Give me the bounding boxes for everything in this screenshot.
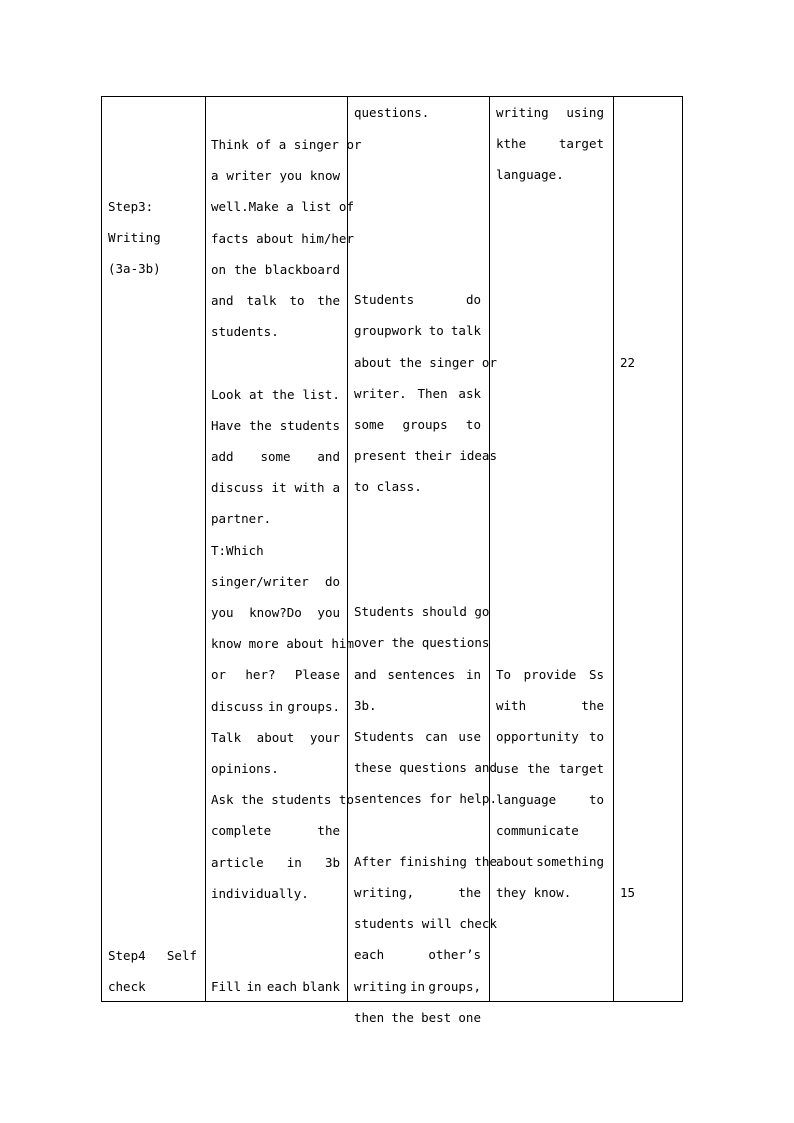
text-line [354, 448, 497, 464]
step3-title: Step3: [108, 199, 154, 214]
text-line [211, 480, 340, 496]
text-word: you [279, 168, 303, 184]
text-word: use [458, 729, 481, 744]
text-word: target [558, 136, 604, 152]
text-word: list. [302, 386, 340, 402]
text-line [211, 418, 340, 434]
text-word: students [279, 417, 340, 433]
text-line [211, 449, 340, 465]
text-line [211, 543, 340, 559]
text-word: in [409, 978, 426, 994]
text-word: Talk [211, 729, 242, 745]
text-word: the [527, 760, 550, 776]
text-line [496, 698, 604, 714]
text-word: best [421, 1009, 452, 1025]
text-word: to class. [354, 479, 422, 495]
text-word: questions. [354, 105, 430, 120]
text-line [211, 324, 340, 340]
text-word: writing [354, 978, 407, 994]
text-line [354, 354, 497, 371]
text-word: students. [211, 324, 279, 340]
text-word: use [496, 760, 519, 776]
text-line [354, 979, 481, 995]
text-word: Have [211, 417, 242, 433]
text-word: in [465, 666, 481, 682]
text-word: Look [211, 386, 242, 402]
text-word: the [234, 261, 257, 277]
text-word: know [309, 168, 340, 184]
text-line [211, 699, 340, 715]
text-word: a [211, 168, 219, 184]
text-word: can [425, 729, 448, 744]
text-line [354, 729, 481, 745]
text-word: singer/writer [211, 573, 309, 589]
text-word: you [317, 605, 340, 620]
text-line [211, 855, 340, 871]
text-word: sentences for help. [354, 791, 497, 807]
column-divider [205, 97, 206, 1001]
text-line [211, 574, 340, 590]
text-word: some [260, 449, 291, 464]
text-word: present their ideas [354, 448, 497, 464]
text-line [496, 667, 604, 683]
text-line [211, 137, 362, 153]
text-word: do [324, 573, 340, 589]
text-word: kthe [496, 136, 527, 152]
text-word: Students should go [354, 604, 490, 620]
text-word: Students [354, 292, 415, 308]
text-word: in [267, 698, 284, 714]
text-word: something [536, 854, 604, 870]
text-word: to [588, 791, 604, 807]
text-word: to [465, 417, 481, 432]
text-line [211, 605, 340, 621]
step4-word: Self [166, 948, 197, 963]
text-line [496, 854, 604, 870]
text-word: some [354, 417, 385, 432]
text-line [354, 417, 481, 433]
text-line [211, 511, 340, 527]
time-value: 15 [620, 885, 636, 900]
text-word: sentences [387, 666, 456, 682]
text-word: students will check [354, 916, 497, 932]
text-word: each [354, 947, 385, 963]
text-word: know more about him [211, 636, 354, 652]
text-line [496, 823, 604, 839]
text-line [496, 885, 604, 901]
text-line [354, 698, 481, 714]
text-word: complete [211, 823, 272, 839]
text-word: other’s [428, 947, 481, 963]
text-word: know?Do [249, 605, 302, 620]
text-line [354, 916, 497, 932]
text-line [354, 604, 490, 620]
text-word: a [332, 480, 340, 496]
text-line [496, 729, 604, 745]
text-word: provide [523, 667, 577, 682]
text-word: using [566, 105, 604, 120]
text-word: about [256, 729, 295, 745]
text-word: discuss [211, 480, 264, 496]
text-word: ask [458, 385, 481, 401]
text-line [211, 293, 340, 309]
text-word: Ss [588, 667, 604, 682]
text-word: partner. [211, 511, 272, 527]
text-line [496, 136, 604, 152]
text-line [211, 792, 354, 808]
text-word: Ask the students to [211, 792, 354, 808]
text-word: in [286, 854, 302, 870]
text-line [211, 761, 340, 777]
text-line [354, 479, 481, 495]
text-word: the [317, 823, 340, 839]
text-line [211, 667, 340, 683]
text-word: about [496, 854, 534, 870]
text-word: Please [294, 667, 340, 683]
text-word: blackboard [264, 261, 340, 277]
column-divider [613, 97, 614, 1001]
text-line [354, 292, 481, 308]
step3-subtitle: Writing [108, 230, 161, 245]
text-word: groups, [428, 978, 481, 994]
text-word: these questions and [354, 760, 497, 776]
text-word: do [465, 292, 481, 308]
text-line [211, 168, 340, 184]
text-word: language [496, 791, 557, 807]
text-line [211, 387, 340, 403]
text-line [211, 979, 340, 995]
text-word: well.Make a list of [211, 199, 354, 215]
step3-range: (3a-3b) [108, 261, 161, 276]
text-word: on [211, 261, 227, 277]
text-word: add [211, 449, 234, 464]
text-line [211, 823, 340, 839]
text-word: in [246, 979, 262, 995]
text-word: at [248, 386, 265, 402]
text-line [354, 105, 481, 121]
text-line [354, 635, 490, 651]
text-word: To [496, 667, 512, 682]
text-word: to [428, 323, 444, 339]
text-word: talk [246, 293, 277, 308]
text-line [211, 230, 354, 247]
text-word: writer. [354, 385, 407, 401]
text-word: over the questions [354, 635, 490, 651]
text-word: Then [417, 385, 448, 401]
text-word: individually. [211, 885, 309, 901]
text-line [211, 262, 340, 278]
text-word: to [588, 729, 604, 745]
text-line [211, 886, 340, 902]
text-line [354, 947, 481, 963]
text-word: After finishing the [354, 853, 497, 869]
text-line [354, 853, 497, 870]
text-word: Students [354, 729, 415, 744]
text-line [354, 885, 481, 901]
text-word: opportunity [496, 729, 579, 745]
text-word: writing [496, 105, 549, 120]
text-word: 3b. [354, 697, 377, 713]
text-word: about the singer or [354, 354, 497, 370]
text-word: with [294, 480, 325, 496]
text-word: one [458, 1009, 481, 1025]
text-word: and [354, 666, 377, 682]
text-word: and [211, 293, 234, 308]
text-line [354, 323, 481, 339]
text-word: discuss [211, 698, 264, 714]
text-word: groups. [287, 698, 340, 714]
text-word: or [211, 667, 227, 683]
text-word: language. [496, 167, 564, 183]
text-word: with [496, 698, 527, 714]
text-line [496, 792, 604, 808]
text-word: the [249, 417, 272, 433]
text-word: facts about him/her [211, 230, 354, 246]
text-word: writing, [354, 885, 415, 900]
text-word: target [558, 760, 604, 776]
text-word: writer [226, 168, 272, 184]
text-word: her? [245, 667, 276, 683]
step4-subtitle: check [108, 979, 146, 994]
text-word: blank [302, 979, 340, 995]
text-word: and [317, 449, 340, 464]
text-line [354, 667, 481, 683]
step4-word: Step4 [108, 948, 146, 963]
text-word: communicate [496, 823, 579, 838]
text-line [496, 167, 604, 183]
text-line [354, 760, 497, 776]
text-word: your [309, 729, 340, 745]
text-word: groupwork [354, 323, 422, 339]
text-word: 3b [324, 854, 340, 870]
text-line [211, 199, 354, 215]
text-word: the [391, 1009, 414, 1025]
text-word: to [289, 293, 305, 308]
text-word: the [458, 885, 481, 900]
text-word: Fill [211, 979, 242, 995]
text-line [496, 105, 604, 121]
text-word: the [271, 386, 295, 402]
text-line [354, 1010, 481, 1026]
text-word: talk [450, 323, 481, 339]
text-word: the [581, 698, 604, 714]
text-word: it [271, 480, 287, 496]
text-word: you [211, 605, 234, 620]
text-word: each [266, 979, 297, 995]
time-value: 22 [620, 355, 636, 370]
text-line [354, 386, 481, 402]
text-word: the [317, 293, 340, 308]
text-word: then [354, 1009, 385, 1025]
text-word: T:Which [211, 542, 264, 558]
text-word: article [211, 854, 264, 870]
text-word: groups [402, 417, 448, 432]
text-word: Think of a singer or [211, 137, 362, 152]
text-line [211, 636, 354, 652]
text-line [211, 730, 340, 746]
step4-title [108, 948, 197, 964]
text-word: opinions. [211, 761, 279, 776]
text-line [354, 791, 497, 807]
text-word: they know. [496, 885, 572, 901]
text-line [496, 761, 604, 777]
